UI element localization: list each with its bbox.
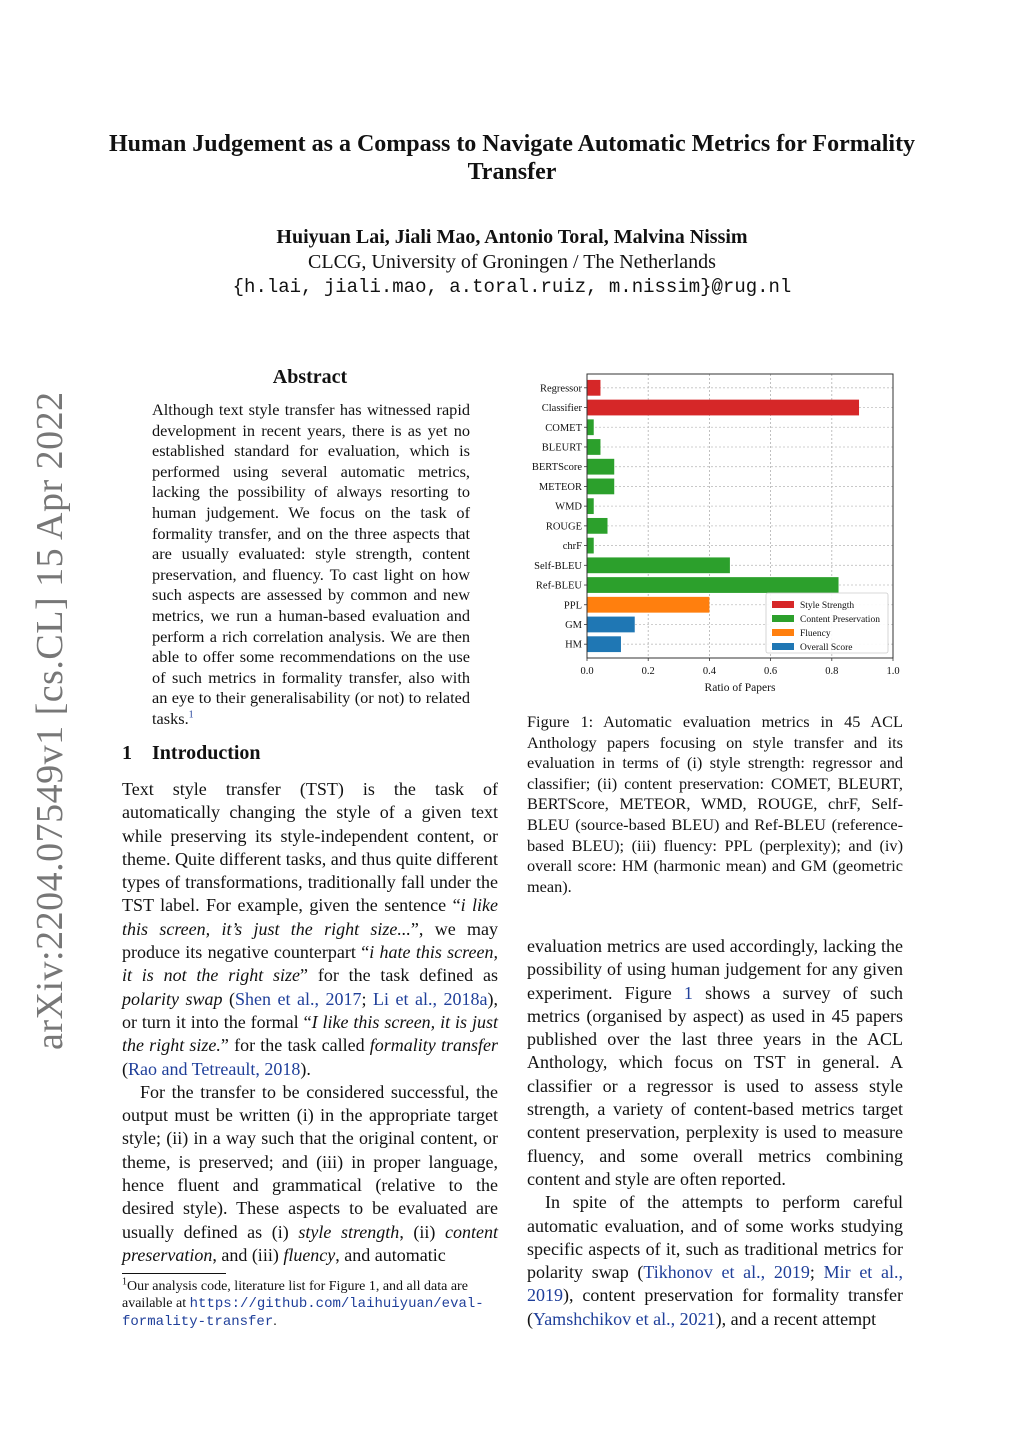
abstract-body: Although text style transfer has witnessed rapid development in recent years, there is as yet no established standard for evaluation, which is performed using several automatic metrics, lacking the possibility of always resorting to human judgement. We focus on the task of formality transfer, and on the three aspects that are usually evaluated: style strength, content preservation, and fluency. To cast light on how such aspects are assessed by common and new metrics, we run a human-based evaluation and perform a rich correlation analysis. We are then able to offer some recommendations on the use of such metrics in formality transfer, also with an eye to their generalisability (or not) to related tasks.: [152, 400, 470, 728]
example-sentence: i hate this screen, it is not the right size: [122, 942, 498, 986]
text-run: ), content preservation for formality transfer (: [527, 1285, 903, 1329]
arxiv-stamp: arXiv:2204.07549v1 [cs.CL] 15 Apr 2022: [29, 391, 71, 1050]
affiliation: CLCG, University of Groningen / The Netherlands: [308, 251, 716, 273]
y-tick-label: Classifier: [541, 403, 582, 415]
term: style strength: [298, 1221, 400, 1242]
x-axis-label: Ratio of Papers: [704, 682, 776, 694]
legend-swatch: [772, 629, 794, 636]
y-tick-label: Ref-BLEU: [535, 580, 582, 592]
text-run: ” for the task called: [220, 1035, 370, 1056]
term: polarity swap: [122, 988, 223, 1009]
bar-ref-bleu: [587, 577, 839, 593]
x-tick-label: 0.6: [764, 666, 778, 677]
section-heading-introduction: [122, 742, 261, 765]
legend-swatch: [772, 615, 794, 622]
footnote-text: Our analysis code, literature list for Figure 1, and all data are available at: [122, 1279, 468, 1311]
text-run: shows a survey of such metrics (organised by aspect) as used in 45 papers published over the last three years in the ACL Anthology, which focus on TST in general. A classifier or a regressor is used to assess style strength, a variety of content-based metrics target content preservation, perplexity is used to measure fluency, and some overall metrics combining content and style are often reported.: [527, 982, 903, 1189]
bar-classifier: [587, 400, 859, 416]
x-tick-label: 0.0: [580, 666, 594, 677]
citation-link[interactable]: Mir et al., 2019: [527, 1262, 904, 1306]
y-tick-label: chrF: [562, 541, 582, 553]
intro-paragraph-1: [122, 778, 498, 1081]
text-run: ), and a recent attempt: [715, 1308, 877, 1329]
legend-label: Fluency: [800, 629, 831, 639]
introduction-body: [122, 778, 498, 1267]
bar-hm: [587, 636, 621, 652]
footnote-divider: [122, 1273, 226, 1274]
author-list: Huiyuan Lai, Jiali Mao, Antonio Toral, Malvina Nissim: [276, 226, 748, 248]
y-tick-label: ROUGE: [545, 521, 582, 533]
text-run: ;: [361, 988, 374, 1009]
figure-ref-link[interactable]: 1: [683, 982, 693, 1003]
section-number: 1: [122, 742, 132, 764]
text-run: ), or turn it into the formal “: [122, 988, 499, 1032]
bar-bertscore: [587, 459, 614, 475]
text-run: ;: [809, 1262, 824, 1283]
bar-chrf: [587, 538, 594, 554]
repository-link[interactable]: https://github.com/laihuiyuan/eval-formality-transfer: [122, 1296, 484, 1330]
bar-comet: [587, 419, 594, 435]
x-tick-label: 0.4: [702, 666, 716, 677]
bar-wmd: [587, 498, 594, 514]
right-column-body: [527, 935, 903, 1331]
paper-title: Human Judgement as a Compass to Navigate Automatic Metrics for Formality Transfer: [108, 131, 916, 185]
text-run: In spite of the attempts to perform careful automatic evaluation, and of some works studying specific aspects of it, such as traditional metrics for polarity swap (: [527, 1192, 903, 1283]
text-run: ” for the task defined as: [300, 965, 498, 986]
citation-link[interactable]: Shen et al., 2017: [235, 988, 362, 1009]
bar-self-bleu: [587, 557, 730, 573]
bar-bleurt: [587, 439, 600, 455]
text-run: , (ii): [399, 1221, 446, 1242]
y-tick-label: GM: [565, 619, 582, 631]
y-tick-label: HM: [565, 639, 582, 651]
y-tick-label: BLEURT: [541, 442, 582, 454]
bar-rouge: [587, 518, 608, 534]
bar-ppl: [587, 597, 709, 613]
y-tick-label: Regressor: [540, 383, 582, 395]
y-tick-label: BERTScore: [531, 462, 582, 474]
text-run: For the transfer to be considered successful, the output must be written (i) in the appropriate target style; (ii) in a way such that the original content, or theme, is preserved; and (iii) in proper language, hence fluent and grammatical (relative to the desired style). These aspects to be evaluated are usually defined as (i): [122, 1081, 498, 1242]
text-run: .: [273, 1314, 277, 1329]
intro-paragraph-2: [122, 1081, 498, 1267]
term: formality transfer: [369, 1035, 498, 1056]
text-run: (: [222, 988, 236, 1009]
example-sentence: i like this screen, it’s just the right size...: [122, 895, 498, 939]
text-run: evaluation metrics are used accordingly, lacking the possibility of using human judgement for any given experiment. Figure: [527, 936, 903, 1003]
text-run: ).: [300, 1058, 311, 1079]
text-run: ”, we may produce its negative counterpart “: [122, 918, 498, 963]
bar-regressor: [587, 380, 600, 396]
section-title: Introduction: [152, 742, 261, 764]
x-tick-label: 0.8: [825, 666, 839, 677]
text-run: , and automatic: [335, 1244, 446, 1265]
example-sentence: I like this screen, it is just the right size.: [122, 1011, 499, 1056]
y-tick-label: PPL: [563, 600, 582, 612]
footnote: [122, 1278, 500, 1331]
citation-link[interactable]: Li et al., 2018a: [373, 988, 488, 1009]
legend-label: Content Preservation: [800, 615, 880, 625]
figure-caption: Figure 1: Automatic evaluation metrics in 45 ACL Anthology papers focusing on style transfer and its evaluation in terms of (i) style strength: regressor and classifier; (ii) content preservation: COMET, BLEURT, BERTScore, METEOR, WMD, ROUGE, chrF, Self-BLEU (source-based BLEU) and Ref-BLEU (reference-based BLEU); (iii) fluency: PPL (perplexity); and (iv) overall score: HM (harmonic mean) and GM (geometric mean).: [527, 712, 903, 896]
bar-gm: [587, 617, 635, 633]
term: fluency: [283, 1244, 336, 1265]
legend-swatch: [772, 643, 794, 650]
figure-1-bar-chart: [524, 368, 904, 698]
right-paragraph-1: [527, 935, 903, 1191]
footnote-marker[interactable]: 1: [188, 709, 194, 721]
x-tick-label: 0.2: [641, 666, 655, 677]
text-run: (: [122, 1058, 128, 1079]
abstract-heading: Abstract: [272, 366, 348, 388]
author-emails: {h.lai, jiali.mao, a.toral.ruiz, m.nissim}@rug.nl: [232, 276, 792, 298]
legend-label: Style Strength: [800, 601, 855, 611]
y-tick-label: METEOR: [538, 481, 582, 493]
citation-link[interactable]: Yamshchikov et al., 2021: [533, 1308, 716, 1329]
legend-swatch: [772, 601, 794, 608]
bar-meteor: [587, 479, 614, 495]
y-tick-label: COMET: [545, 422, 582, 434]
text-run: Text style transfer (TST) is the task of automatically changing the style of a given text while preserving its style-independent content, or theme. Quite different tasks, and thus quite different types of transformations, traditionally fall under the TST label. For example, given the sentence “: [122, 779, 498, 916]
citation-link[interactable]: Tikhonov et al., 2019: [643, 1262, 810, 1283]
citation-link[interactable]: Rao and Tetreault, 2018: [128, 1058, 301, 1079]
right-paragraph-2: [527, 1191, 903, 1331]
term: content preservation: [122, 1221, 498, 1265]
y-tick-label: WMD: [555, 501, 582, 513]
abstract-text: [152, 400, 470, 730]
x-tick-label: 1.0: [886, 666, 900, 677]
text-run: , and (iii): [212, 1244, 284, 1265]
footnote-number: 1: [122, 1276, 127, 1288]
legend-label: Overall Score: [800, 643, 853, 653]
y-tick-label: Self-BLEU: [534, 560, 582, 572]
